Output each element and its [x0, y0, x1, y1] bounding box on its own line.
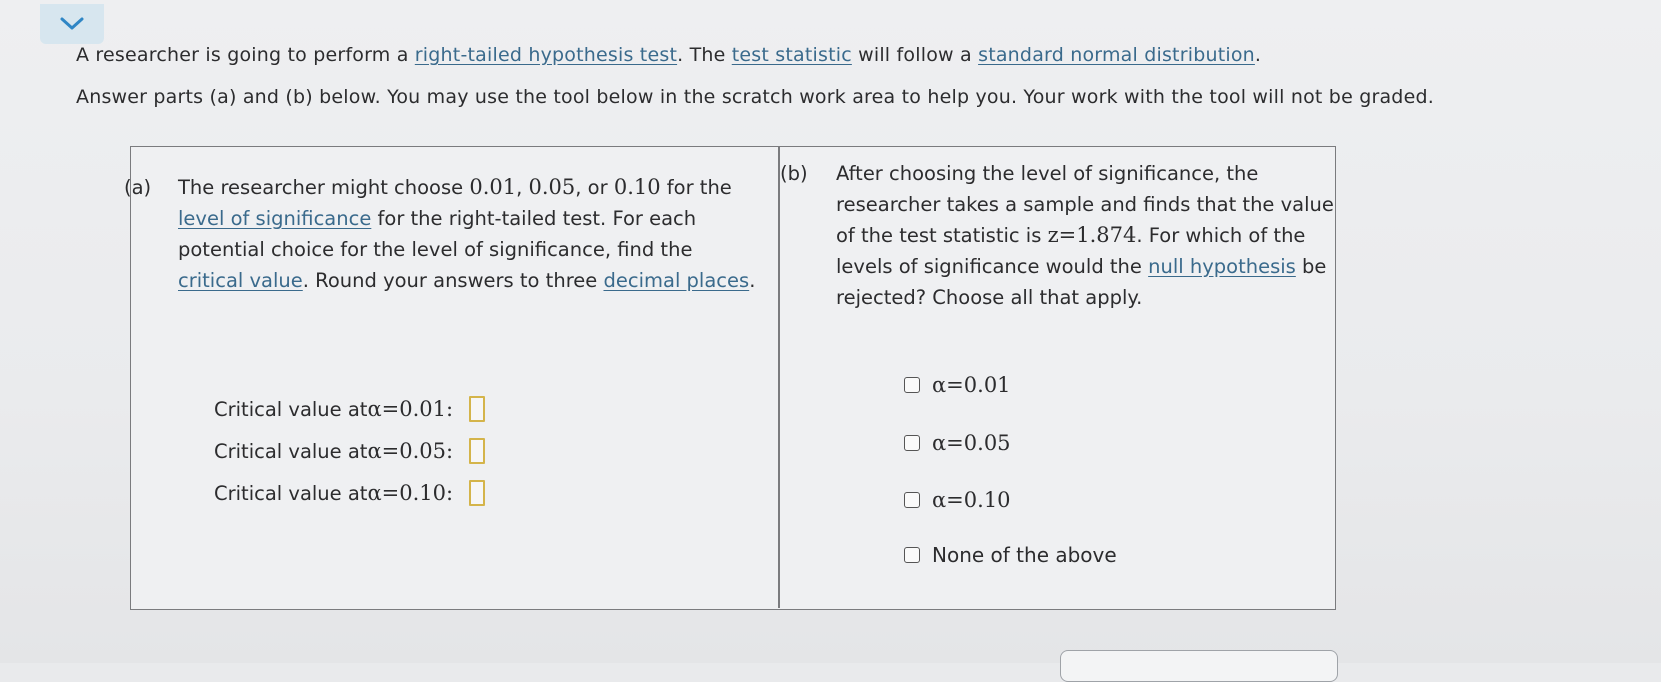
intro-text: . The	[677, 44, 732, 66]
link-right-tailed-hypothesis-test[interactable]: right-tailed hypothesis test	[414, 44, 678, 66]
prompt-text: be rejected? Choose all that apply.	[836, 255, 1327, 309]
critical-value-input-010[interactable]	[469, 480, 485, 506]
checkbox[interactable]	[904, 435, 920, 451]
critical-value-label: Critical value at	[214, 481, 368, 505]
alpha-choice: 0.05	[528, 175, 576, 199]
link-test-statistic[interactable]: test statistic	[731, 44, 852, 66]
part-b-label: (b)	[780, 162, 808, 185]
prompt-text: ,	[516, 176, 529, 199]
option-label: α=0.01	[932, 373, 1011, 397]
option-alpha-001[interactable]	[904, 373, 1011, 397]
prompt-text: . Round your answers to three	[302, 269, 604, 292]
part-b-prompt	[836, 158, 1336, 313]
intro-text: will follow a	[851, 44, 979, 66]
critical-value-label: Critical value at	[214, 439, 368, 463]
colon: :	[446, 397, 454, 421]
colon: :	[446, 439, 454, 463]
collapse-toggle[interactable]	[40, 4, 104, 44]
option-alpha-005[interactable]	[904, 431, 1011, 455]
prompt-text: . For which of the levels of significance would the	[836, 224, 1306, 278]
prompt-text: for the right-tailed test. For each potential choice for the level of significance, find the	[178, 207, 697, 261]
link-critical-value[interactable]: critical value	[178, 269, 303, 292]
critical-value-input-005[interactable]	[469, 438, 485, 464]
link-decimal-places[interactable]: decimal places	[603, 269, 750, 292]
alpha-choice: 0.10	[613, 175, 661, 199]
link-null-hypothesis[interactable]: null hypothesis	[1148, 255, 1296, 278]
critical-value-row	[214, 396, 485, 422]
checkbox[interactable]	[904, 547, 920, 563]
colon: :	[446, 481, 454, 505]
part-a-label: (a)	[124, 176, 152, 199]
option-label: None of the above	[932, 543, 1117, 567]
prompt-text: .	[749, 269, 756, 292]
prompt-text: After choosing the level of significance, the researcher takes a sample and finds that the value of the test statistic is	[836, 162, 1334, 247]
chevron-down-icon	[59, 16, 85, 32]
critical-value-label: Critical value at	[214, 397, 368, 421]
link-level-of-significance[interactable]: level of significance	[178, 207, 372, 230]
option-alpha-010[interactable]	[904, 488, 1011, 512]
intro-line-1	[76, 44, 1261, 66]
alpha-value: α=0.10	[367, 481, 447, 505]
checkbox[interactable]	[904, 492, 920, 508]
scratch-area-button[interactable]	[1060, 650, 1338, 682]
intro-line-2: Answer parts (a) and (b) below. You may use the tool below in the scratch work area to help you. Your work with the tool will not be graded.	[76, 86, 1434, 108]
column-divider	[778, 146, 780, 608]
intro-text: .	[1254, 44, 1262, 66]
alpha-value: α=0.05	[367, 439, 447, 463]
intro-text: A researcher is going to perform a	[76, 44, 415, 66]
prompt-text: The researcher might choose	[178, 176, 470, 199]
critical-value-row	[214, 480, 485, 506]
critical-value-row	[214, 438, 485, 464]
option-none-of-the-above[interactable]	[904, 543, 1117, 567]
prompt-text: for the	[660, 176, 732, 199]
option-label: α=0.10	[932, 488, 1011, 512]
link-standard-normal-distribution[interactable]: standard normal distribution	[978, 44, 1255, 66]
prompt-text: , or	[575, 176, 614, 199]
z-value: z=1.874	[1047, 223, 1137, 247]
option-label: α=0.05	[932, 431, 1011, 455]
alpha-choice: 0.01	[469, 175, 517, 199]
critical-value-input-001[interactable]	[469, 396, 485, 422]
part-a-prompt	[178, 172, 758, 296]
alpha-value: α=0.01	[367, 397, 447, 421]
checkbox[interactable]	[904, 377, 920, 393]
